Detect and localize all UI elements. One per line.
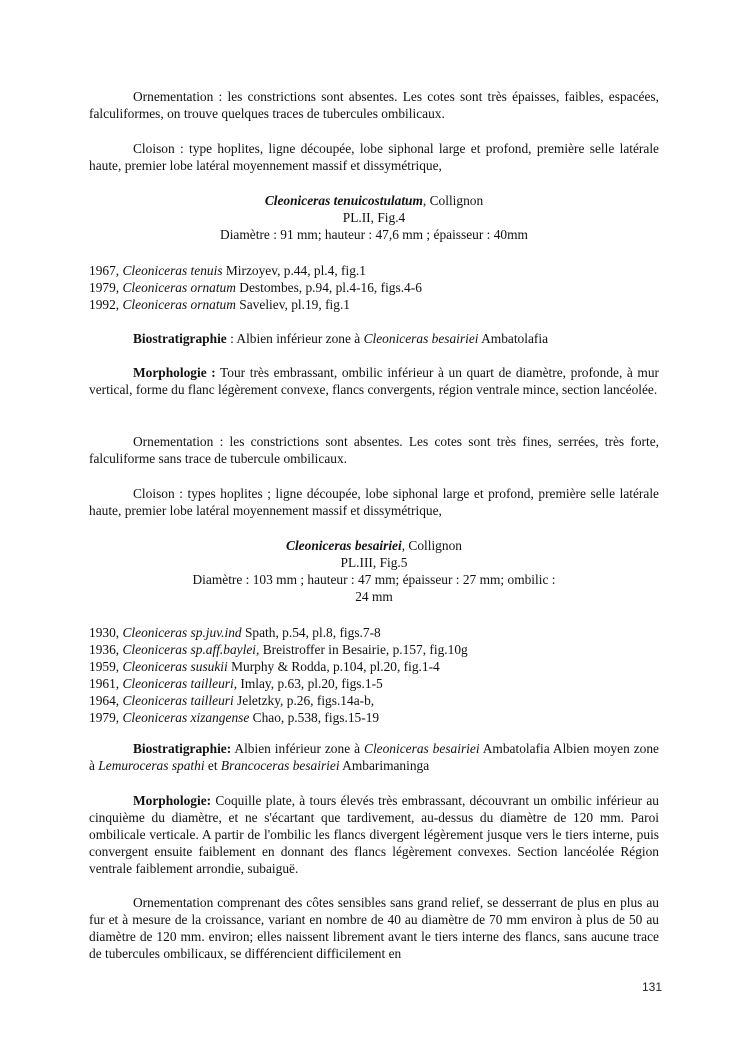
page-number: 131 (641, 980, 662, 994)
synonymy-list-2 (89, 624, 659, 726)
species-author-1: , Collignon (422, 193, 484, 208)
morphologie-paragraph-2: Morphologie: Coquille plate, à tours élevés très embrassant, découvrant un ombilic inférieur au cinquième du diamètre, et ne s'écartant que tardivement, au-dessus du diamètre de 120 mm. Paroi ombilicale verticale. A partir de l'ombilic les flancs divergent légèrement jusque vers le tiers interne, puis convergent ensuite faiblement en donnant des flancs légèrement convexes. Section lancéolée Région ventrale faiblement arrondie, subaiguë. (89, 793, 659, 876)
synonymy-entry: 1979, Cleoniceras ornatum Destombes, p.94, pl.4-16, figs.4-6 (89, 280, 422, 295)
species-dimensions-2: Diamètre : 103 mm ; hauteur : 47 mm; épaisseur : 27 mm; ombilic : (192, 572, 556, 587)
species-plate-1: PL.II, Fig.4 (342, 210, 406, 225)
synonymy-entry: 1930, Cleoniceras sp.juv.ind Spath, p.54, pl.8, figs.7-8 (89, 625, 381, 640)
morphologie-paragraph-1: Morphologie : Tour très embrassant, ombilic inférieur à un quart de diamètre, profonde, à mur vertical, forme du flanc légèrement convexe, flancs convergents, région ventrale mince, section lancéolée. (89, 365, 659, 397)
species-author-2: , Collignon (401, 538, 462, 553)
species-name-2: Cleoniceras besairiei (286, 538, 402, 553)
species-dimensions-1: Diamètre : 91 mm; hauteur : 47,6 mm ; épaisseur : 40mm (220, 227, 528, 242)
ornementation-paragraph-2: Ornementation : les constrictions sont absentes. Les cotes sont très fines, serrées, très forte, falculiforme sans trace de tubercule ombilicaux. (89, 434, 659, 466)
synonymy-entry: 1961, Cleoniceras tailleuri, Imlay, p.63, pl.20, figs.1-5 (89, 676, 383, 691)
biostratigraphie-paragraph-2: Biostratigraphie: Albien inférieur zone à Cleoniceras besairiei Ambatolafia Albien moyen zone à Lemuroceras spathi et Brancoceras besairiei Ambarimaninga (89, 741, 659, 773)
synonymy-entry: 1964, Cleoniceras tailleuri Jeletzky, p.26, figs.14a-b, (89, 693, 375, 708)
synonymy-list-1 (89, 262, 659, 313)
species-heading-1 (89, 192, 659, 243)
species-heading-2 (89, 537, 659, 605)
synonymy-entry: 1959, Cleoniceras susukii Murphy & Rodda, p.104, pl.20, fig.1-4 (89, 659, 440, 674)
biostratigraphie-paragraph-1: Biostratigraphie : Albien inférieur zone à Cleoniceras besairiei Ambatolafia (133, 331, 549, 346)
species-name-1: Cleoniceras tenuicostulatum (264, 193, 423, 208)
synonymy-entry: 1936, Cleoniceras sp.aff.baylei, Breistroffer in Besairie, p.157, fig.10g (89, 642, 468, 657)
species-plate-2: PL.III, Fig.5 (340, 555, 408, 570)
synonymy-entry: 1979, Cleoniceras xizangense Chao, p.538, figs.15-19 (89, 710, 380, 725)
species-dimensions-2b: 24 mm (355, 589, 393, 604)
ornementation-paragraph-3: Ornementation comprenant des côtes sensibles sans grand relief, se desserrant de plus en plus au fur et à mesure de la croissance, variant en nombre de 40 au diamètre de 70 mm environ à plus de 50 au diamètre de 120 mm. environ; elles naissent librement avant le tiers interne des flancs, sans aucune trace de tubercules ombilicaux, se différencient difficilement en (89, 895, 659, 961)
synonymy-entry: 1992, Cleoniceras ornatum Saveliev, pl.19, fig.1 (89, 297, 350, 312)
cloison-paragraph-2: Cloison : types hoplites ; ligne découpée, lobe siphonal large et profond, première selle latérale haute, premier lobe latéral moyennement massif et dissymétrique, (89, 486, 659, 518)
ornementation-paragraph-1: Ornementation : les constrictions sont absentes. Les cotes sont très épaisses, faibles, espacées, falculiformes, on trouve quelques traces de tubercules ombilicaux. (89, 89, 659, 121)
cloison-paragraph-1: Cloison : type hoplites, ligne découpée, lobe siphonal large et profond, première selle latérale haute, premier lobe latéral moyennement massif et dissymétrique, (89, 141, 659, 173)
synonymy-entry: 1967, Cleoniceras tenuis Mirzoyev, p.44, pl.4, fig.1 (89, 263, 366, 278)
